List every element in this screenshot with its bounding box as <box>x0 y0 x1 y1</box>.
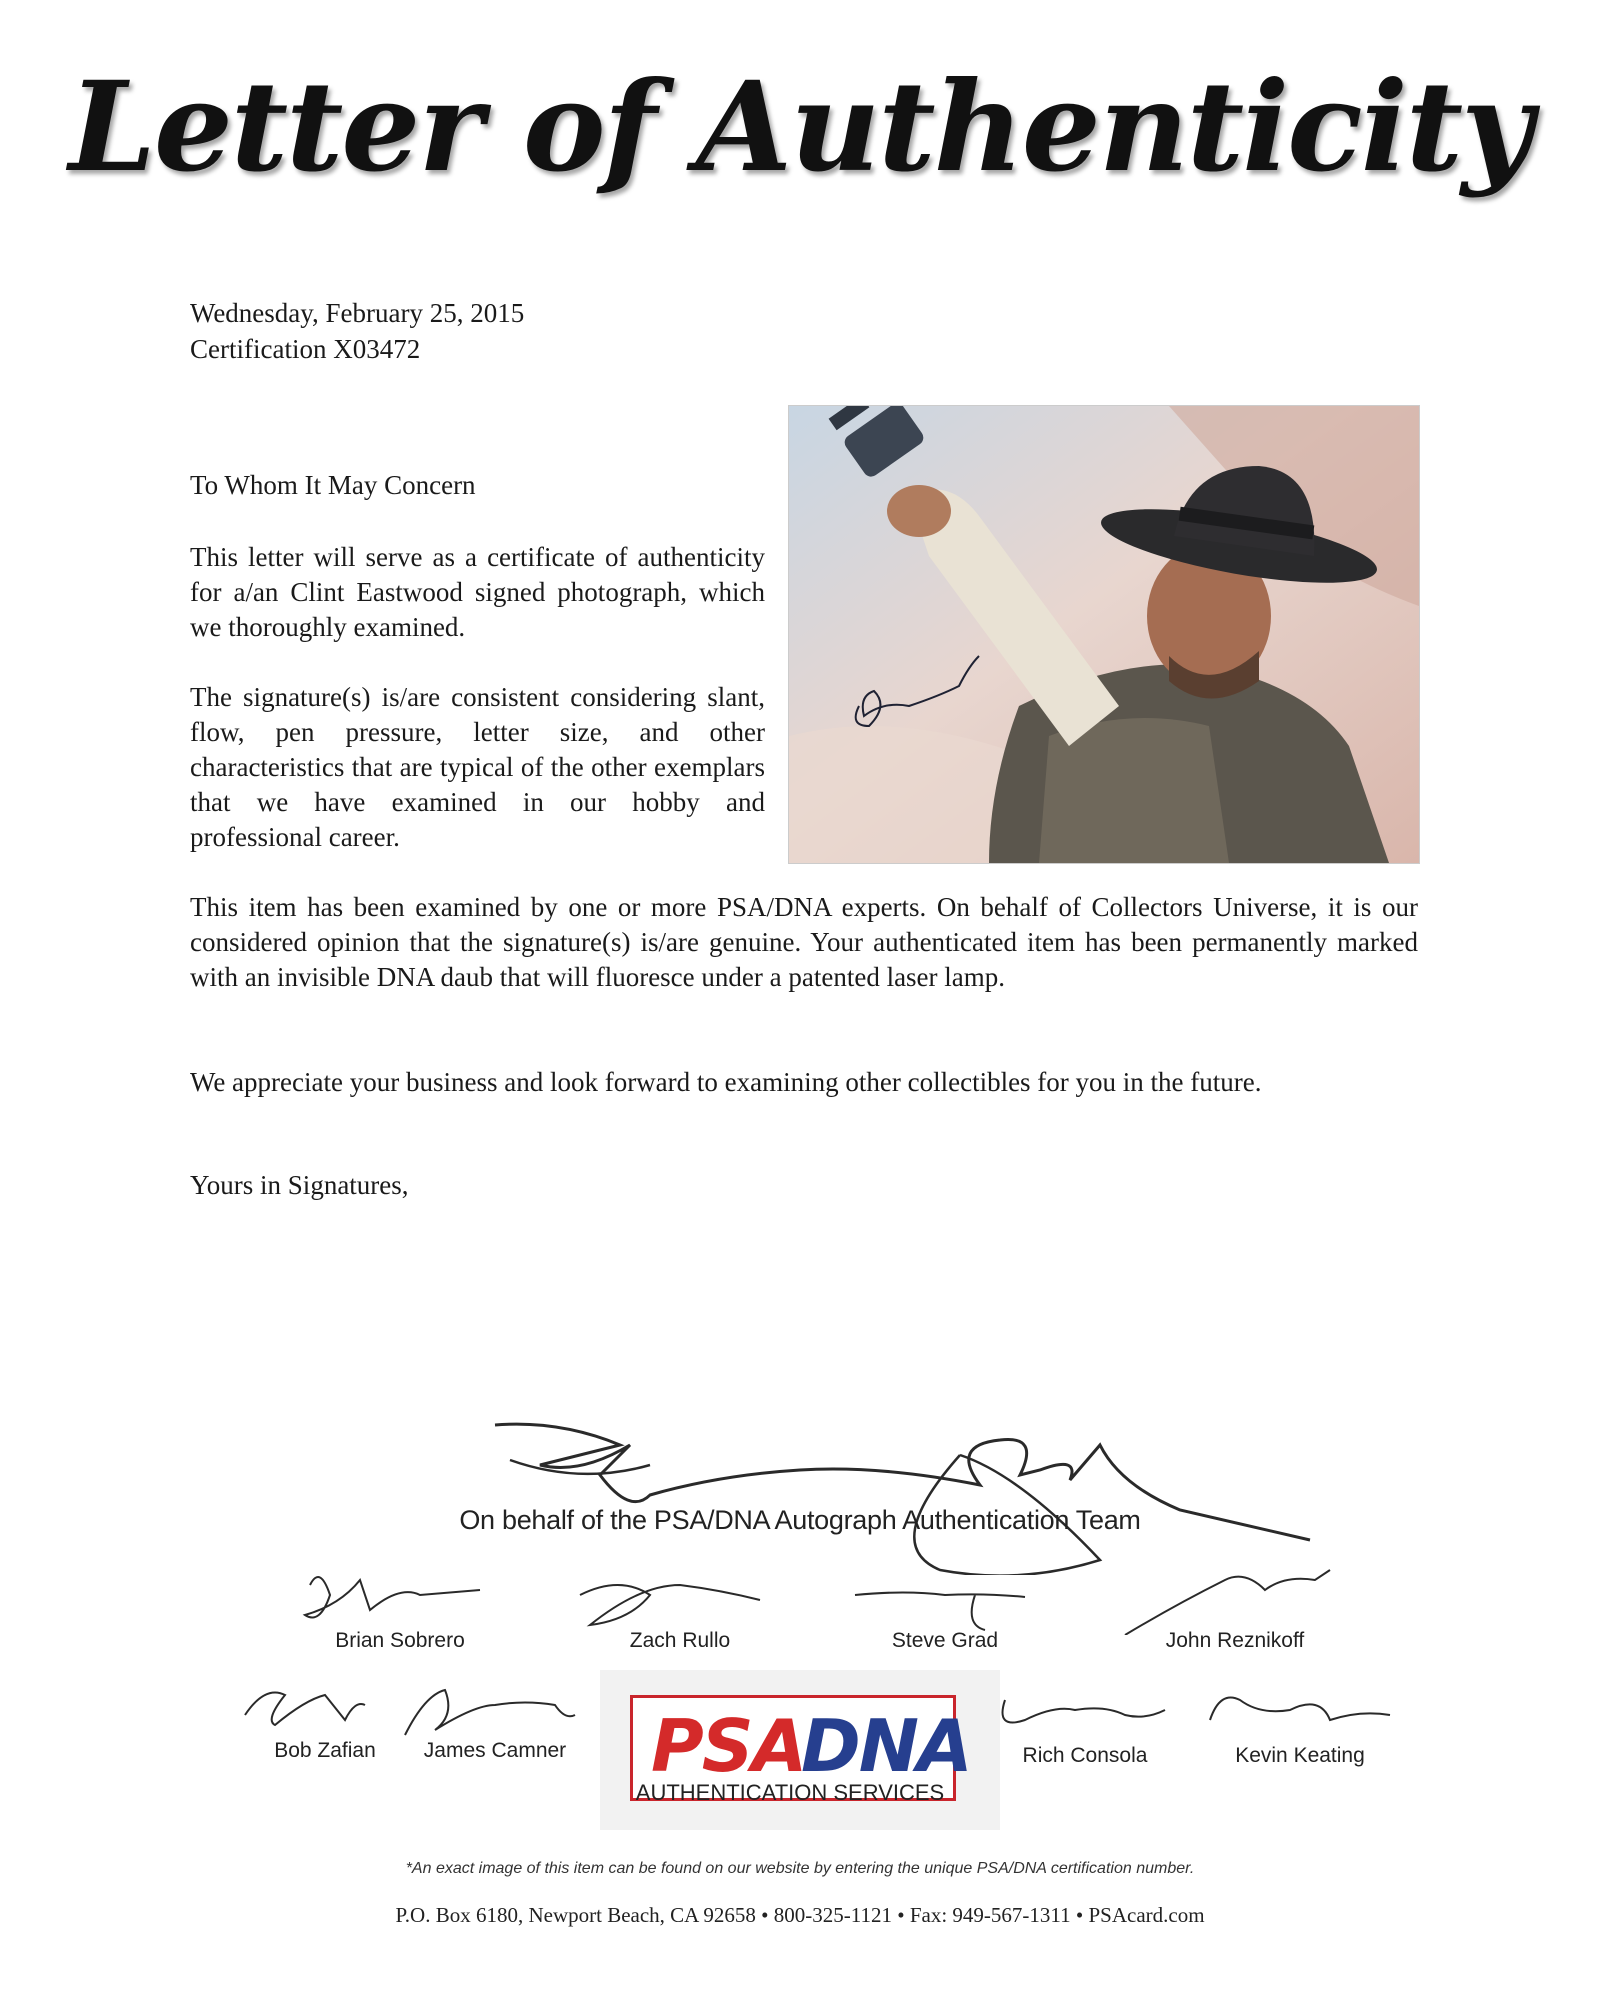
team-signature <box>1180 1680 1420 1770</box>
team-signature <box>825 1565 1065 1655</box>
team-signature <box>280 1565 520 1655</box>
greeting: To Whom It May Concern <box>190 470 476 500</box>
team-member-name: Steve Grad <box>891 1629 999 1652</box>
team-member-name: Zach Rullo <box>629 1629 731 1652</box>
paragraph-examination: This item has been examined by one or more PSA/DNA experts. On behalf of Collectors Universe, it is our considered opinion that the signature(s) is/are genuine. Your authenticated item has been permanently marked with an invisible DNA daub that will fluoresce under a patented laser lamp. <box>190 892 1418 992</box>
paragraph-certificate: This letter will serve as a certificate of authenticity for a/an Clint Eastwood signed photograph, which we thoroughly examined. <box>190 542 765 642</box>
signoff-text: On behalf of the PSA/DNA Autograph Authentication Team <box>459 1505 1141 1535</box>
footer-address: P.O. Box 6180, Newport Beach, CA 92658 • 800-325-1121 • Fax: 949-567-1311 • PSAcard.com <box>395 1903 1205 1927</box>
main-signature <box>480 1365 1320 1580</box>
paragraph-consistency: The signature(s) is/are consistent considering slant, flow, pen pressure, letter size, and other characteristics that are typical of the other exemplars that we have examined in our hobby and professional career. <box>190 682 765 852</box>
team-signature <box>1115 1565 1355 1655</box>
psa-dna-logo <box>600 1670 1000 1830</box>
team-signature <box>965 1680 1205 1770</box>
team-signature <box>560 1565 800 1655</box>
logo-subtitle: AUTHENTICATION SERVICES <box>635 1780 945 1805</box>
paragraph-appreciation: We appreciate your business and look forward to examining other collectibles for you in the future. <box>190 1067 1262 1097</box>
logo-dna-text: DNA <box>801 1704 971 1788</box>
footer-disclaimer: *An exact image of this item can be found on our website by entering the unique PSA/DNA certification number. <box>405 1860 1195 1877</box>
team-member-name: Brian Sobrero <box>335 1629 465 1652</box>
team-member-name: John Reznikoff <box>1165 1629 1305 1652</box>
team-member-name: Rich Consola <box>1022 1744 1148 1767</box>
team-signature <box>375 1675 615 1765</box>
letter-meta <box>190 295 524 367</box>
page-title: Letter of Authenticity <box>68 55 1532 200</box>
logo-psa-text: PSA <box>651 1704 806 1788</box>
certification-number: Certification X03472 <box>190 334 421 364</box>
team-member-name: Bob Zafian <box>274 1739 376 1762</box>
signed-photograph <box>788 405 1420 864</box>
letter-date: Wednesday, February 25, 2015 <box>190 298 525 328</box>
closing: Yours in Signatures, <box>190 1170 409 1200</box>
team-member-name: James Camner <box>423 1739 567 1762</box>
team-member-name: Kevin Keating <box>1235 1744 1365 1767</box>
